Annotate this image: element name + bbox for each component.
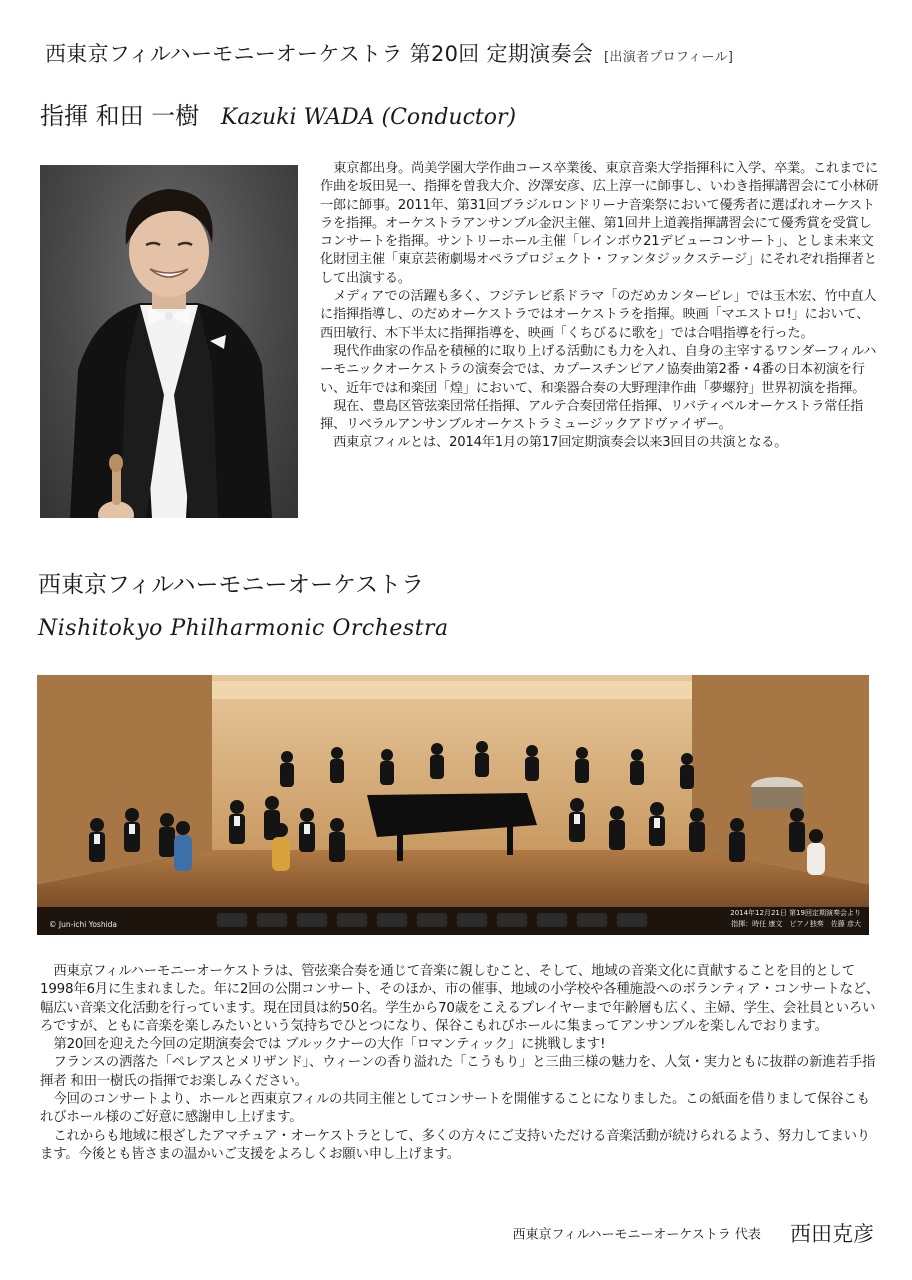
conductor-portrait: [40, 165, 298, 518]
bio-paragraph: 西東京フィルとは、2014年1月の第17回定期演奏会以来3回目の共演となる。: [333, 435, 788, 451]
orchestra-stage-photo: [37, 675, 869, 935]
bio-paragraph: 現代作曲家の作品を積極的に取り上げる活動にも力を入れ、自身の主宰するワンダーフィルハーモニックオーケストラの演奏会では、カプースチンピアノ協奏曲第2番・4番の日本初演を行い、近年では和楽団「煌」において、和楽器合奏の大野理津作曲「夢螺狩」世界初演を指揮。: [320, 343, 877, 396]
description-paragraph: 第20回を迎えた今回の定期演奏会では ブルックナーの大作「ロマンティック」に挑戦します!: [53, 1037, 606, 1053]
photo-caption-line: 指揮：時任 康文 ピアノ独奏 佐藤 彦大: [731, 920, 861, 928]
portrait-illustration: [40, 165, 298, 518]
stage-illustration: [37, 675, 869, 935]
conductor-name-en: Kazuki WADA (Conductor): [220, 105, 517, 130]
bio-paragraph: メディアでの活躍も多く、フジテレビ系ドラマ「のだめカンタービレ」では玉木宏、竹中直人に指揮指導し、のだめオーケストラではオーケストラを指揮。映画「マエストロ!」において、西田敏行、木下半太に指揮指導を、映画「くちびるに歌を」では合唱指導を行った。: [320, 289, 877, 341]
signature: [513, 1218, 875, 1248]
bio-paragraph: 現在、豊島区管弦楽団常任指揮、アルテ合奏団常任指揮、リバティベルオーケストラ常任指揮、リベラルアンサンブルオーケストラミュージックアドヴァイザー。: [320, 398, 864, 433]
page-header: [45, 38, 885, 72]
description-paragraph: フランスの洒落た「ペレアスとメリザンド」、ウィーンの香り溢れた「こうもり」と三曲三様の魅力を、人気・実力ともに抜群の新進若手指揮者 和田一樹氏の指揮でお楽しみください。: [40, 1055, 876, 1089]
description-paragraph: 今回のコンサートより、ホールと西東京フィルの共同主催としてコンサートを開催することになりました。この紙面を借りまして保谷こもれびホール様のご好意に感謝申し上げます。: [40, 1092, 870, 1126]
bio-paragraph: 東京都出身。尚美学園大学作曲コース卒業後、東京音楽大学指揮科に入学、卒業。これまでに作曲を坂田晃一、指揮を曽我大介、汐澤安彦、広上淳一に師事し、いわき指揮講習会にて小林研一郎に師事。2011年、第31回ブラジルロンドリーナ音楽祭において優秀者に選ばれオーケストラを指揮。オーケストラアンサンブル金沢主催、第1回井上道義指揮講習会にて優秀賞を受賞しコンサートを指揮。サントリーホール主催「レインボウ21デビューコンサート」、としま未来文化財団主催「東京芸術劇場オペラプロジェクト・ファンタジックステージ」にそれぞれ指揮者として出演する。: [320, 161, 879, 286]
description-paragraph: 西東京フィルハーモニーオーケストラは、管弦楽合奏を通じて音楽に親しむこと、そして、地域の音楽文化に貢献することを目的として1998年6月に生まれました。年に2回の公開コンサート、そのほか、市の催事、地域の小学校や各種施設へのボランティア・コンサートなど、幅広い音楽文化活動を行っています。現在団員は約50名。学生から70歳をこえるプレイヤーまで年齢層も広く、主婦、学生、会社員といろいろですが、ともに音楽を楽しみたいという気持ちでひとつになり、保谷こもれびホールに集まってアンサンブルを楽しんでおります。: [40, 964, 880, 1034]
photo-caption-line: 2014年12月21日 第19回定期演奏会より: [730, 909, 861, 917]
description-paragraph: これからも地域に根ざしたアマチュア・オーケストラとして、多くの方々にご支持いただける音楽活動が続けられるよう、努力してまいります。今後とも皆さまの温かいご支援をよろしくお願い申し上げます。: [40, 1128, 870, 1162]
page-subtitle: [出演者プロフィール]: [604, 50, 734, 65]
photo-caption: [730, 908, 861, 930]
conductor-name-jp: 指揮 和田 一樹: [40, 102, 200, 130]
signature-name: 西田克彦: [790, 1222, 874, 1246]
orchestra-description: [40, 963, 880, 1203]
conductor-heading: [40, 96, 516, 136]
photo-credit: © Jun-ichi Yoshida: [49, 920, 118, 929]
conductor-bio: [320, 160, 880, 535]
signature-org: 西東京フィルハーモニーオーケストラ 代表: [512, 1227, 761, 1243]
orchestra-name-jp: 西東京フィルハーモニーオーケストラ: [38, 572, 425, 598]
page-title: 西東京フィルハーモニーオーケストラ 第20回 定期演奏会: [45, 42, 594, 66]
orchestra-name-en: Nishitokyo Philharmonic Orchestra: [38, 616, 449, 641]
